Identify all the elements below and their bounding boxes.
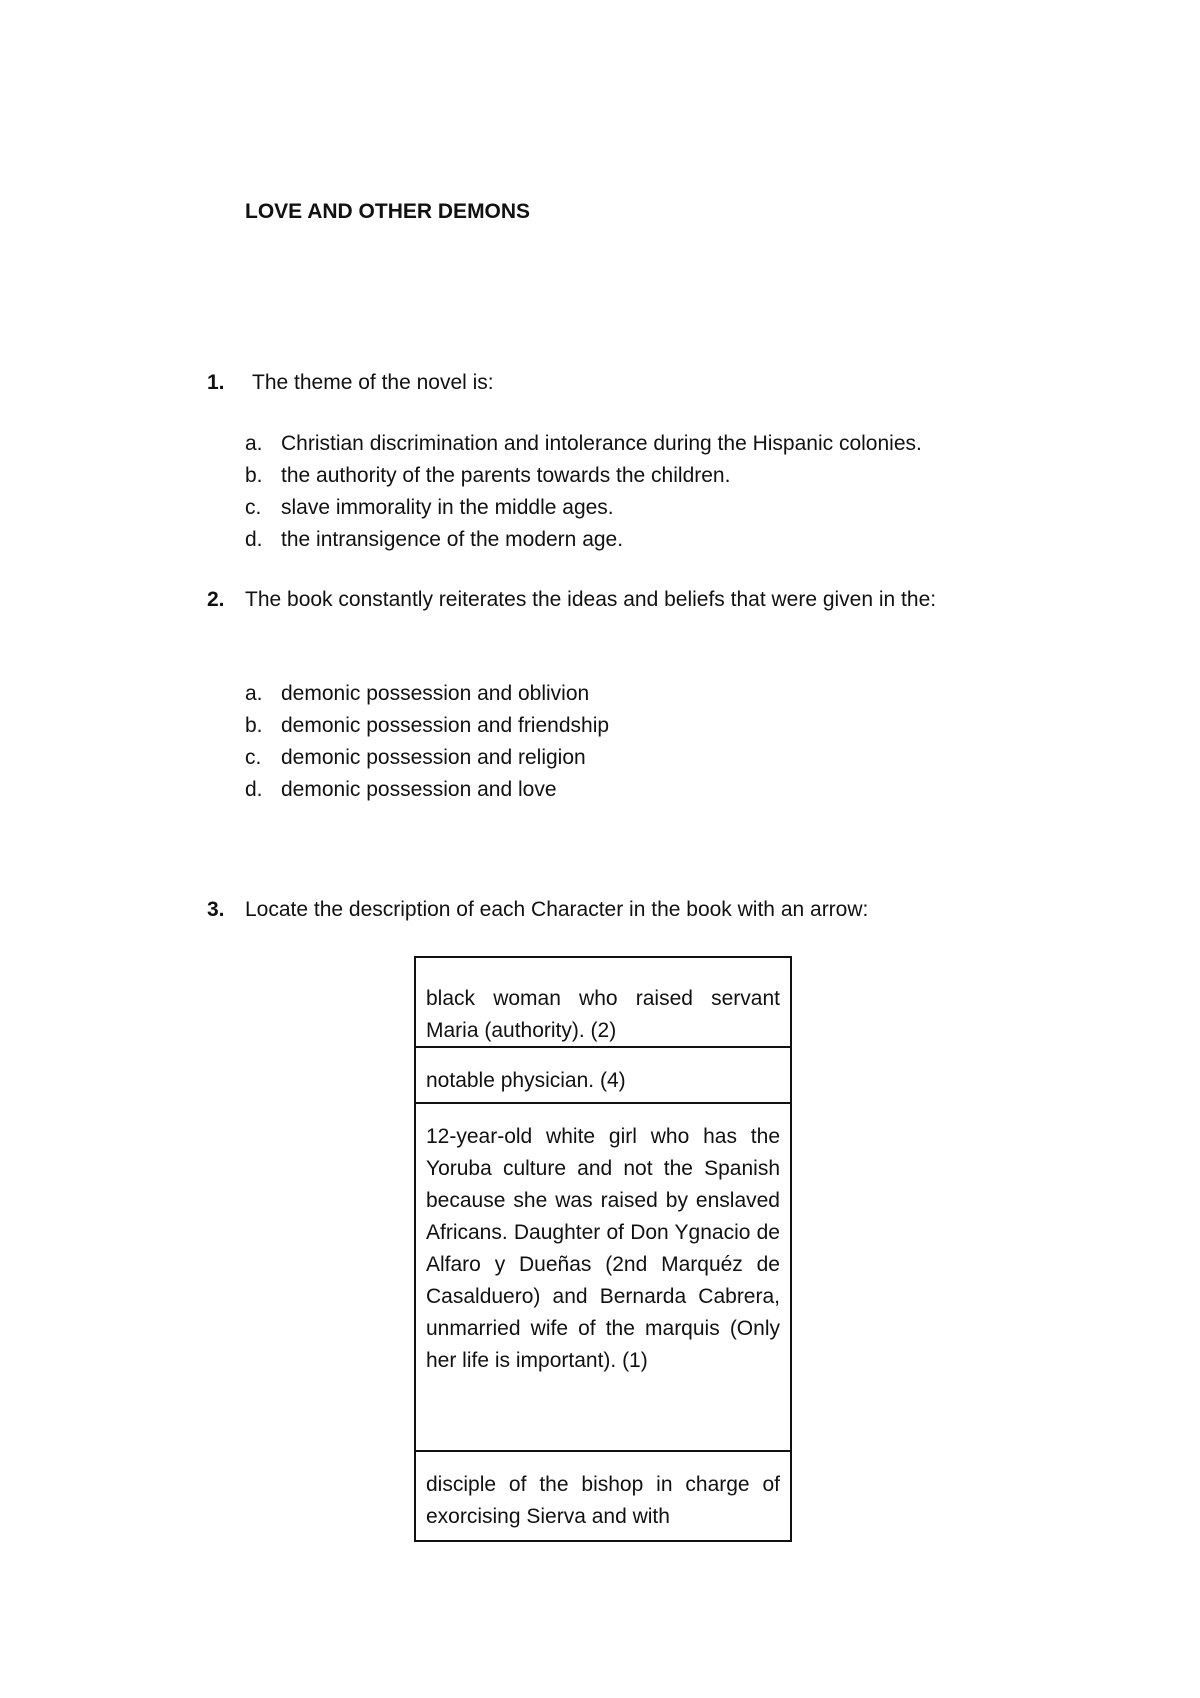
table-cell: disciple of the bishop in charge of exorcising Sierva and with <box>426 1473 780 1528</box>
document-title: LOVE AND OTHER DEMONS <box>245 200 531 223</box>
table-cell: notable physician. (4) <box>416 1048 790 1104</box>
table-cell: black woman who raised servant Maria (authority). (2) <box>416 958 790 1048</box>
question-2 <box>207 584 1035 616</box>
option-letter: a. <box>245 432 263 455</box>
option-letter: d. <box>245 778 263 801</box>
question-3 <box>207 894 1035 926</box>
option-text: demonic possession and love <box>281 778 557 801</box>
question-text: The theme of the novel is: <box>252 371 494 394</box>
question-text: The book constantly reiterates the ideas and beliefs that were given in the: <box>245 588 937 611</box>
question-1-options <box>245 428 1035 556</box>
table-cell: 12-year-old white girl who has the Yoruba culture and not the Spanish because she was raised by enslaved Africans. Daughter of Don Ygnacio de Alfaro y Dueñas (2nd Marquéz de Casalduero) and Bernarda Cabrera, unmarried wife of the marquis (Only her life is important). (1) <box>416 1104 790 1452</box>
option-item <box>245 742 1035 774</box>
option-item <box>245 460 1035 492</box>
option-item <box>245 678 1035 710</box>
option-text: slave immorality in the middle ages. <box>281 496 614 519</box>
question-number: 2. <box>207 588 225 611</box>
question-1 <box>207 367 1035 399</box>
option-text: the intransigence of the modern age. <box>281 528 624 551</box>
option-letter: d. <box>245 528 263 551</box>
option-text: demonic possession and religion <box>281 746 586 769</box>
option-text: the authority of the parents towards the children. <box>281 464 731 487</box>
character-description-table <box>414 956 792 1542</box>
option-text: demonic possession and oblivion <box>281 682 590 705</box>
option-text: demonic possession and friendship <box>281 714 610 737</box>
option-letter: a. <box>245 682 263 705</box>
option-letter: b. <box>245 464 263 487</box>
question-number: 3. <box>207 898 225 921</box>
question-text: Locate the description of each Character in the book with an arrow: <box>245 898 869 921</box>
option-item <box>245 428 1035 460</box>
question-number: 1. <box>207 371 225 394</box>
option-item <box>245 774 1035 806</box>
option-letter: c. <box>245 746 262 769</box>
option-item <box>245 524 1035 556</box>
option-letter: c. <box>245 496 262 519</box>
option-item <box>245 710 1035 742</box>
question-2-options <box>245 678 1035 806</box>
option-item <box>245 492 1035 524</box>
option-letter: b. <box>245 714 263 737</box>
option-text: Christian discrimination and intolerance during the Hispanic colonies. <box>281 432 922 455</box>
